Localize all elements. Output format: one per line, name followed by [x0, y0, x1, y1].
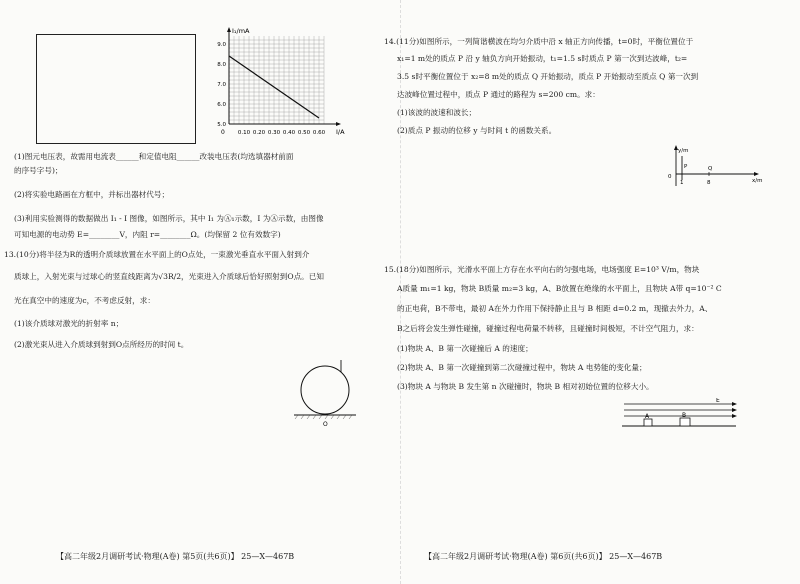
- q12-part3-line1: (3)利用实验测得的数据做出 I₁ - I 图像，如图所示，其中 I₁ 为Ⓐ₁示数，I 为Ⓐ示数，由图像: [14, 214, 324, 223]
- q13-part2: (2)激光束从进入介质球到射到O点所经历的时间 t。: [14, 340, 189, 349]
- q15-part2: (2)物块 A、B 第一次碰撞到第二次碰撞过程中，物块 A 电势能的变化量；: [397, 363, 647, 372]
- q12-part2: (2)将实验电路画在方框中，并标出器材代号；: [14, 190, 170, 199]
- wave-tick-1: 1: [680, 180, 684, 186]
- wave-q-label: Q: [708, 166, 713, 172]
- circuit-answer-box: [36, 34, 196, 144]
- q15-line3: 的正电荷，B不带电，最初 A在外力作用下保持静止且与 B 相距 d=0.2 m，现撤去外力，A、: [397, 304, 713, 313]
- sphere-figure: [290, 360, 360, 430]
- xtick-label: 0.60: [312, 130, 326, 136]
- q14-line3: 3.5 s时平衡位置位于 x₂=8 m处的质点 Q 开始振动，质点 P 开始振动至质点 Q 第一次到: [397, 72, 699, 81]
- wave-figure: [664, 144, 764, 190]
- xtick-label: 0.30: [267, 130, 281, 136]
- q12-part3-line2: 可知电源的电动势 E=________V，内阻 r=________Ω。(均保留 2 位有效数字): [14, 230, 281, 239]
- graph-origin: 0: [221, 129, 225, 136]
- right-footer: 【高二年级2月调研考试·物理(A卷) 第6页(共6页)】 25—X—467B: [424, 552, 663, 561]
- sphere-o-label: O: [323, 421, 328, 428]
- q15-part1: (1)物块 A、B 第一次碰撞后 A 的速度；: [397, 344, 533, 353]
- q13-line2: 质球上，入射光束与过球心的竖直线距离为√3R/2，光束进入介质球后恰好照射到O点。已知: [14, 272, 324, 281]
- ytick-label: 6.0: [217, 102, 226, 108]
- wave-x-label: x/m: [752, 178, 763, 184]
- q15-line4: B之后将会发生弹性碰撞，碰撞过程电荷量不转移，且碰撞时间极短，不计空气阻力，求：: [397, 324, 699, 333]
- q15-line2: A质量 m₁=1 kg，物块 B质量 m₂=3 kg，A、B放置在绝缘的水平面上，且物块 A带 q=10⁻² C: [397, 284, 722, 293]
- q12-part1-line1: (1)图元电压表，故需用电流表______和定值电阻______改装电压表(均选填器材前面: [14, 152, 294, 161]
- ytick-label: 7.0: [217, 82, 226, 88]
- xtick-label: 0.20: [252, 130, 266, 136]
- left-footer: 【高二年级2月调研考试·物理(A卷) 第5页(共6页)】 25—X—467B: [56, 552, 295, 561]
- xtick-label: 0.10: [237, 130, 251, 136]
- q14-line4: 达波峰位置过程中，质点 P 通过的路程为 s=200 cm。求：: [397, 90, 600, 99]
- graph-ylabel: I₁/mA: [232, 27, 250, 35]
- q14-line2: x₁=1 m处的质点 P 沿 y 轴负方向开始振动，t₁=1.5 s时质点 P 第一次到达波峰，t₂=: [397, 54, 688, 63]
- q15-part3: (3)物块 A 与物块 B 发生第 n 次碰撞时，物块 B 相对初始位置的位移大小。: [397, 382, 654, 391]
- q13-line1: 13.(10分)将半径为R的透明介质球放置在水平面上的O点处，一束激光垂直水平面入射到介: [4, 250, 310, 259]
- q13-line3: 光在真空中的速度为c，不考虑反射，求：: [14, 296, 155, 305]
- q13-part1: (1)该介质球对激光的折射率 n；: [14, 319, 124, 328]
- wave-p-label: P: [684, 164, 688, 170]
- wave-origin: 0: [668, 174, 672, 180]
- graph-xlabel: I/A: [336, 128, 345, 136]
- ytick-label: 8.0: [217, 62, 226, 68]
- block-a-label: A: [645, 413, 650, 420]
- wave-tick-8: 8: [707, 180, 711, 186]
- q14-part1: (1)该波的波速和波长；: [397, 108, 477, 117]
- i1-i-graph: [208, 26, 348, 151]
- ytick-label: 9.0: [217, 42, 226, 48]
- block-b-label: B: [682, 412, 687, 419]
- xtick-label: 0.40: [282, 130, 296, 136]
- wave-y-label: y/m: [678, 148, 689, 154]
- q14-line1: 14.(11分)如图所示，一列简谐横波在均匀介质中沿 x 轴正方向传播，t=0时，平衡位置位于: [384, 37, 694, 46]
- ytick-label: 5.0: [217, 122, 226, 128]
- q15-line1: 15.(18分)如图所示，光滑水平面上方存在水平向右的匀强电场，电场强度 E=10³ V/m，物块: [384, 265, 700, 274]
- q12-part1-line2: 的序号字号)；: [14, 166, 63, 175]
- q14-part2: (2)质点 P 振动的位移 y 与时间 t 的函数关系。: [397, 126, 557, 135]
- blocks-figure: [616, 398, 742, 434]
- field-e-label: E: [716, 398, 720, 404]
- xtick-label: 0.50: [297, 130, 311, 136]
